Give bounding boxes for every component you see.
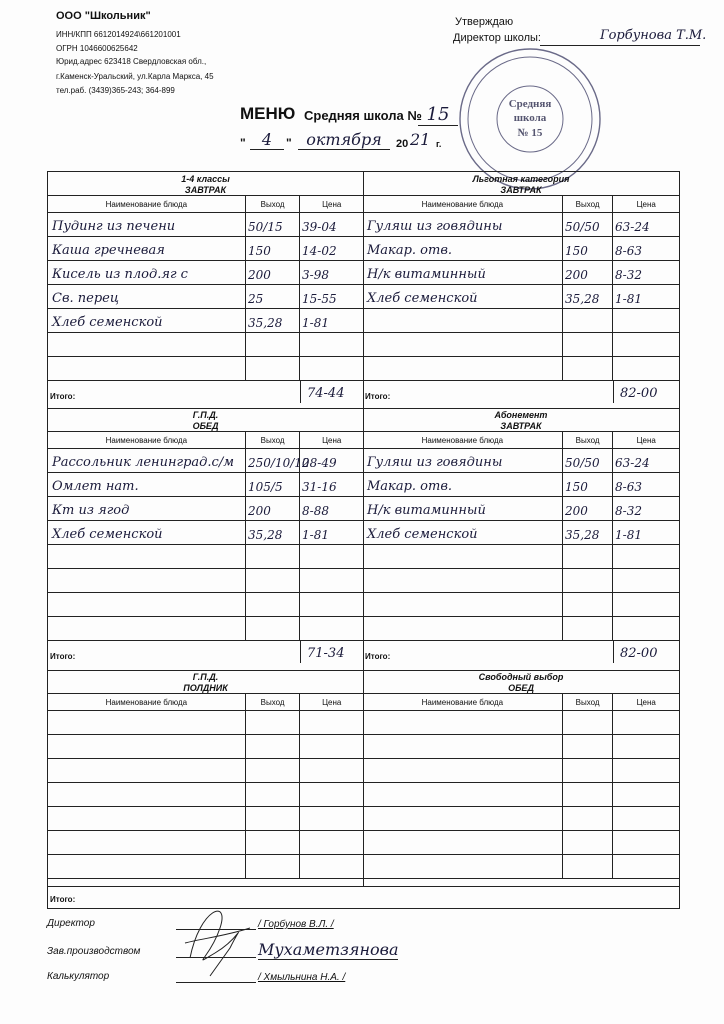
rows (363, 213, 679, 381)
total-row (363, 641, 679, 663)
dish-price: 8-32 (615, 504, 642, 518)
dish-price: 15-55 (302, 292, 337, 306)
director-label: Директор школы: (453, 32, 541, 44)
dish-name: Хлеб семенской (363, 285, 563, 308)
dish-name (363, 735, 563, 758)
dish-out (246, 711, 300, 734)
dish-name (48, 735, 246, 758)
table-row (48, 831, 363, 855)
dish-price: 1-81 (302, 528, 329, 542)
school-label: Средняя школа № (304, 108, 422, 123)
dish-out (246, 735, 300, 758)
dish-price (300, 711, 363, 734)
section-title: Абонемент (494, 410, 548, 420)
section-subtitle: ОБЕД (508, 683, 534, 693)
dish-name (48, 759, 246, 782)
section-title: 1-4 классы (181, 174, 230, 184)
dish-name: Н/к витаминный (363, 261, 563, 284)
table-row (48, 213, 363, 237)
dish-out: 35,28 (563, 285, 613, 308)
total-row (48, 641, 363, 663)
dish-name (48, 545, 246, 568)
column-header (363, 432, 679, 449)
table-row (363, 357, 679, 381)
table-row (48, 497, 363, 521)
table-row (363, 237, 679, 261)
col-out: Выход (246, 432, 301, 448)
school-number: 15 (418, 104, 458, 126)
dish-name: Пудинг из печени (48, 213, 246, 236)
company-address-2: г.Каменск-Уральский, ул.Карла Маркса, 45 (56, 72, 214, 81)
menu-title: МЕНЮ (240, 104, 296, 123)
manager-name: Мухаметзянова (258, 940, 399, 959)
dish-price (613, 783, 679, 806)
dish-name (363, 711, 563, 734)
section-header (48, 670, 363, 694)
table-row (363, 261, 679, 285)
col-price: Цена (636, 199, 656, 209)
table-row (363, 473, 679, 497)
svg-text:Средняя: Средняя (508, 98, 552, 110)
dish-name (363, 759, 563, 782)
table-row (48, 617, 363, 641)
section-header (48, 172, 363, 196)
col-name: Наименование блюда (363, 432, 563, 448)
section-header (363, 670, 679, 694)
company-ogrn: ОГРН 1046600625642 (56, 44, 138, 53)
column-header (48, 196, 363, 213)
dish-out: 35,28 (563, 521, 613, 544)
table-row (48, 521, 363, 545)
company-address-1: Юрид.адрес 623418 Свердловская обл., (56, 57, 207, 66)
col-name: Наименование блюда (48, 432, 246, 448)
table-row (363, 831, 679, 855)
dish-price (613, 545, 679, 568)
dish-price (300, 545, 363, 568)
dish-name: Хлеб семенской (363, 521, 563, 544)
calc-sign-line (176, 982, 256, 983)
dish-out (563, 783, 613, 806)
dish-price (613, 735, 679, 758)
dish-name: Гуляш из говядины (363, 213, 563, 236)
total-row-bottom (48, 886, 679, 908)
table-row (363, 545, 679, 569)
dish-name (363, 807, 563, 830)
col-name: Наименование блюда (363, 694, 563, 710)
dish-price (613, 333, 679, 356)
dish-out (246, 617, 300, 640)
dish-out (563, 593, 613, 616)
dish-name: Макар. отв. (363, 237, 563, 260)
rows (48, 449, 363, 641)
table-row (363, 285, 679, 309)
dish-name (363, 545, 563, 568)
date-g: г. (436, 139, 442, 149)
dish-price (300, 831, 363, 854)
dish-price (613, 711, 679, 734)
section-header (48, 408, 363, 432)
dish-price (300, 759, 363, 782)
total-value: 74-44 (300, 381, 363, 403)
dish-out: 105/5 (246, 473, 300, 496)
col-price: Цена (322, 697, 342, 707)
dish-name (48, 807, 246, 830)
table-row (48, 807, 363, 831)
dish-out: 200 (563, 261, 613, 284)
table-row (363, 735, 679, 759)
dish-out: 35,28 (246, 521, 300, 544)
col-price: Цена (322, 435, 342, 445)
menu-table (47, 171, 680, 909)
table-row (48, 237, 363, 261)
table-row (48, 473, 363, 497)
table-row (363, 617, 679, 641)
director-footer-label: Директор (47, 918, 95, 929)
col-out: Выход (246, 694, 301, 710)
table-row (48, 783, 363, 807)
dish-price: 8-88 (302, 504, 329, 518)
total-row (48, 381, 363, 403)
table-row (363, 593, 679, 617)
dish-out: 25 (246, 285, 300, 308)
total-label: Итого: (50, 392, 76, 401)
dish-out (246, 807, 300, 830)
total-value: 82-00 (613, 381, 679, 403)
table-row (363, 521, 679, 545)
dish-price (300, 735, 363, 758)
dish-name (48, 831, 246, 854)
dish-name (363, 309, 563, 332)
dish-price (613, 309, 679, 332)
section-title: Свободный выбор (478, 672, 564, 682)
col-price: Цена (322, 199, 342, 209)
dish-name (48, 711, 246, 734)
total-row (363, 381, 679, 403)
dish-name: Рассольник ленинград.с/м (48, 449, 246, 472)
dish-name: Кт из ягод (48, 497, 246, 520)
signature-scribble (170, 898, 260, 978)
dish-price: 1-81 (615, 292, 642, 306)
block-lunch (48, 408, 679, 671)
table-row (48, 855, 363, 879)
date-month: октября (298, 130, 390, 150)
dish-out (563, 735, 613, 758)
company-name: ООО "Школьник" (56, 10, 151, 22)
svg-text:школа: школа (513, 112, 547, 124)
dish-price (300, 855, 363, 878)
dish-out (246, 569, 300, 592)
section-gpd-lunch (48, 408, 364, 670)
dish-out (563, 759, 613, 782)
dish-out: 150 (246, 237, 300, 260)
dish-out (563, 855, 613, 878)
dish-price (300, 569, 363, 592)
dish-price: 63-24 (615, 220, 650, 234)
table-row (48, 735, 363, 759)
table-row (363, 759, 679, 783)
dish-name (363, 617, 563, 640)
table-row (48, 309, 363, 333)
col-out: Выход (246, 196, 301, 212)
dish-price: 8-32 (615, 268, 642, 282)
dish-name (363, 333, 563, 356)
section-title: Г.П.Д. (192, 410, 219, 420)
dish-price: 31-16 (302, 480, 337, 494)
table-row (363, 569, 679, 593)
dish-out (563, 333, 613, 356)
dish-name: Хлеб семенской (48, 521, 246, 544)
dish-out: 200 (246, 497, 300, 520)
block-snack (48, 670, 679, 908)
dish-price (300, 617, 363, 640)
table-row (363, 807, 679, 831)
dish-name (363, 831, 563, 854)
section-header (363, 408, 679, 432)
dish-out (246, 855, 300, 878)
section-subtitle: ЗАВТРАК (500, 185, 542, 195)
table-row (363, 711, 679, 735)
section-subtitle: ОБЕД (192, 421, 219, 431)
col-name: Наименование блюда (48, 196, 246, 212)
dish-out (563, 545, 613, 568)
date-day: 4 (250, 130, 284, 150)
dish-price: 3-98 (302, 268, 329, 282)
dish-price: 39-04 (302, 220, 337, 234)
dish-name (48, 617, 246, 640)
date-open-quote: " (240, 136, 246, 150)
dish-out: 200 (563, 497, 613, 520)
col-out: Выход (563, 196, 614, 212)
column-header (363, 694, 679, 711)
section-gpd-snack (48, 670, 364, 908)
total-label: Итого: (365, 652, 391, 661)
table-row (363, 309, 679, 333)
company-phone: тел.раб. (3439)365-243; 364-899 (56, 86, 175, 95)
dish-out (563, 357, 613, 380)
column-header (363, 196, 679, 213)
table-row (363, 497, 679, 521)
table-row (363, 449, 679, 473)
table-row (48, 333, 363, 357)
dish-out (246, 759, 300, 782)
dish-out: 50/50 (563, 449, 613, 472)
section-subtitle: ЗАВТРАК (184, 185, 227, 195)
dish-name (363, 855, 563, 878)
section-grade1-4 (48, 172, 364, 408)
section-header (363, 172, 679, 196)
dish-price (300, 783, 363, 806)
table-row (48, 449, 363, 473)
col-price: Цена (636, 435, 656, 445)
dish-out (246, 783, 300, 806)
table-row (363, 783, 679, 807)
dish-out: 150 (563, 237, 613, 260)
dish-price: 28-49 (302, 456, 337, 470)
dish-price: 1-81 (615, 528, 642, 542)
dish-price: 8-63 (615, 244, 642, 258)
dish-name: Кисель из плод.яг с (48, 261, 246, 284)
total-label: Итого: (50, 895, 76, 904)
total-value: 82-00 (613, 641, 679, 663)
dish-name: Н/к витаминный (363, 497, 563, 520)
col-out: Выход (563, 432, 614, 448)
column-header (48, 694, 363, 711)
table-row (48, 759, 363, 783)
table-row (48, 593, 363, 617)
dish-price (300, 807, 363, 830)
dish-name (363, 357, 563, 380)
date-year-suffix: 21 (410, 130, 431, 149)
section-subtitle: ПОЛДНИК (183, 683, 228, 693)
table-row (48, 357, 363, 381)
dish-price (613, 855, 679, 878)
dish-name: Каша гречневая (48, 237, 246, 260)
dish-name (48, 569, 246, 592)
col-out: Выход (563, 694, 614, 710)
table-row (48, 545, 363, 569)
dish-price (300, 357, 363, 380)
dish-out: 200 (246, 261, 300, 284)
table-row (363, 333, 679, 357)
table-row (48, 711, 363, 735)
total-label: Итого: (365, 392, 391, 401)
col-price: Цена (636, 697, 656, 707)
dish-name: Хлеб семенской (48, 309, 246, 332)
dish-out (563, 309, 613, 332)
date-close-quote: " (286, 136, 292, 150)
calc-label: Калькулятор (47, 971, 110, 982)
section-title: Г.П.Д. (192, 672, 219, 682)
dish-name: Макар. отв. (363, 473, 563, 496)
dish-out: 35,28 (246, 309, 300, 332)
dish-price: 14-02 (302, 244, 337, 258)
dish-name (363, 783, 563, 806)
approve-label: Утверждаю (455, 16, 514, 28)
dish-out (246, 333, 300, 356)
dish-out (563, 617, 613, 640)
dish-price: 63-24 (615, 456, 650, 470)
rows (363, 711, 679, 879)
dish-name: Омлет нат. (48, 473, 246, 496)
dish-name (48, 855, 246, 878)
dish-name: Св. перец (48, 285, 246, 308)
total-value: 71-34 (300, 641, 363, 663)
dish-price (613, 759, 679, 782)
dish-price: 1-81 (302, 316, 329, 330)
dish-name (48, 783, 246, 806)
section-subtitle: ЗАВТРАК (500, 421, 542, 431)
dish-price (300, 593, 363, 616)
dish-price (613, 569, 679, 592)
block-breakfast (48, 172, 679, 409)
total-label: Итого: (50, 652, 76, 661)
rows (48, 711, 363, 879)
director-signature: Горбунова Т.М. (600, 28, 707, 43)
director-footer-name: / Горбунов В.Л. / (258, 919, 334, 930)
col-name: Наименование блюда (363, 196, 563, 212)
dish-out: 150 (563, 473, 613, 496)
rows (363, 449, 679, 641)
manager-label: Зав.производством (47, 946, 141, 957)
dish-price: 8-63 (615, 480, 642, 494)
dish-out: 50/15 (246, 213, 300, 236)
calc-name: / Хмыльнина Н.А. / (258, 972, 346, 983)
dish-out (563, 569, 613, 592)
dish-out (246, 831, 300, 854)
dish-out (246, 545, 300, 568)
company-inn: ИНН/КПП 6612014924\661201001 (56, 30, 181, 39)
date-year-prefix: 20 (396, 138, 409, 150)
table-row (48, 285, 363, 309)
dish-price (613, 831, 679, 854)
section-privileged (363, 172, 679, 408)
table-row (363, 855, 679, 879)
dish-out (563, 807, 613, 830)
dish-price (613, 617, 679, 640)
rows (48, 213, 363, 381)
dish-out (246, 593, 300, 616)
svg-text:№ 15: № 15 (517, 127, 543, 139)
dish-price (613, 593, 679, 616)
dish-price (613, 357, 679, 380)
section-subscription (363, 408, 679, 670)
dish-out: 250/10/10 (246, 449, 300, 472)
section-title: Льготная категория (472, 174, 570, 184)
table-row (363, 213, 679, 237)
dish-price (613, 807, 679, 830)
column-header (48, 432, 363, 449)
table-row (48, 569, 363, 593)
dish-out (246, 357, 300, 380)
dish-out: 50/50 (563, 213, 613, 236)
dish-name (48, 357, 246, 380)
dish-name: Гуляш из говядины (363, 449, 563, 472)
dish-out (563, 831, 613, 854)
table-row (48, 261, 363, 285)
section-free-choice (363, 670, 679, 908)
dish-name (48, 593, 246, 616)
col-name: Наименование блюда (48, 694, 246, 710)
dish-name (48, 333, 246, 356)
dish-name (363, 593, 563, 616)
dish-out (563, 711, 613, 734)
dish-name (363, 569, 563, 592)
dish-price (300, 333, 363, 356)
